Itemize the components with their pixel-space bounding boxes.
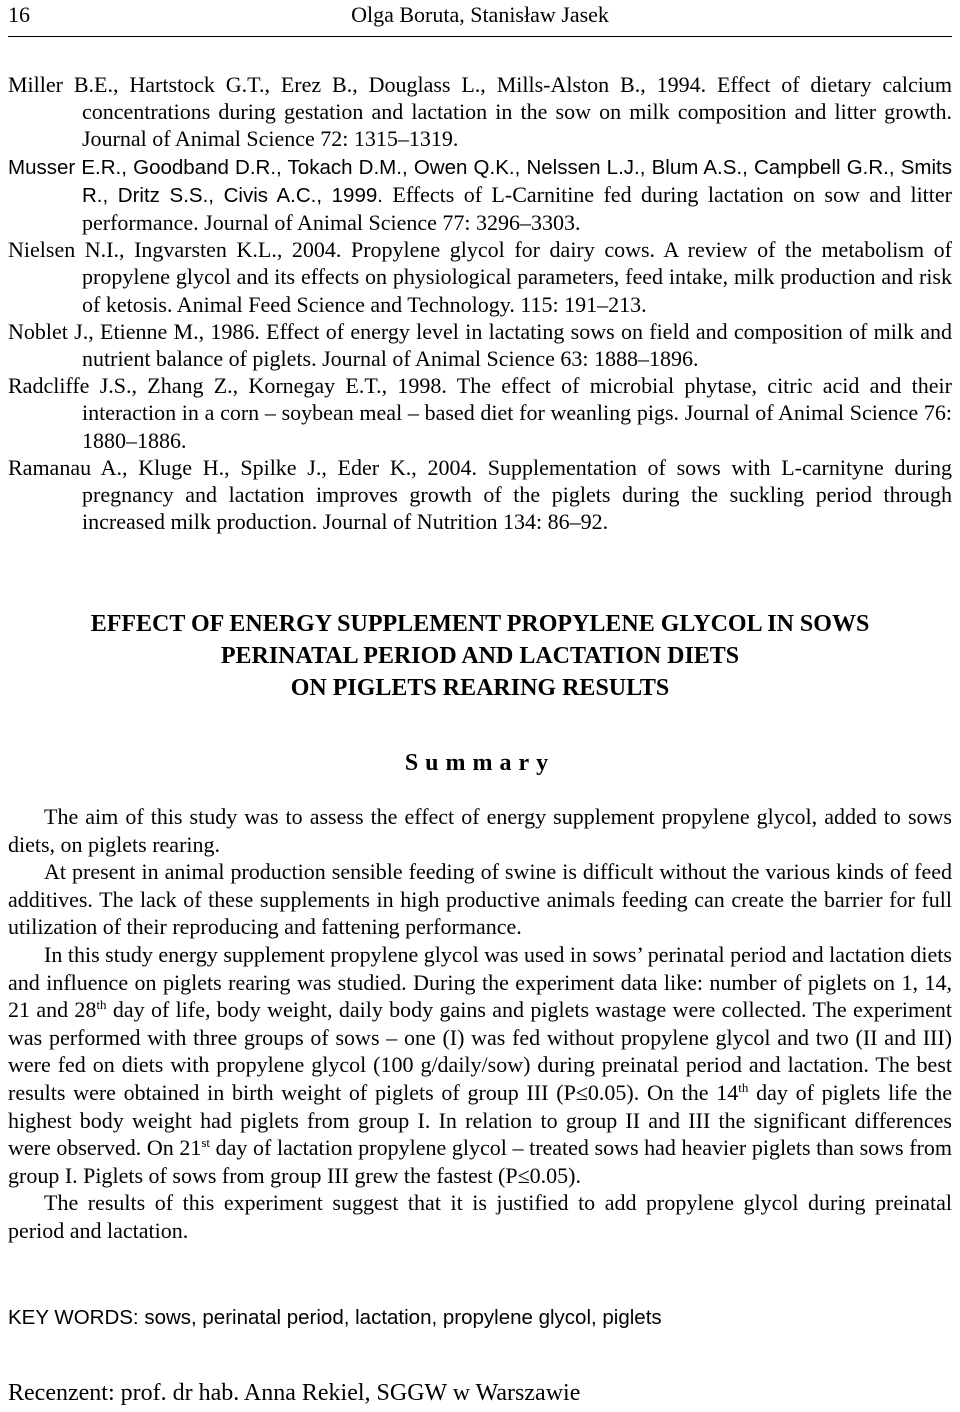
summary-text: day of lactation propylene glycol – treated sows had heavier piglets than sows from group I. Piglets of sows from group III grew the fastest (P≤0.05). (8, 1135, 952, 1188)
title-line: ON PIGLETS REARING RESULTS (290, 675, 670, 701)
page-number: 16 (8, 2, 30, 27)
summary-text: day of piglets life the highest body weight had piglets from group I. In relation to group II and III the significant differences were observed. On 21 (8, 1079, 952, 1161)
summary-text: day of life, body weight, daily body gains and piglets wastage were collected. The experiment was performed with three groups of sows – one (I) was fed without propylene glycol and two (II and III) were fed on diets with propylene glycol (100 g/daily/sow) during preinatal period and lactation. The best results were obtained in birth weight of piglets of group III (P≤0.05). On the 14 (8, 997, 952, 1105)
reference-text: Effects of L-Carnitine fed during lactation on sow and litter performance. Journal of Animal Science 77: 3296–3303. (82, 181, 952, 236)
summary-paragraph (8, 941, 952, 1189)
summary-paragraph: At present in animal production sensible feeding of swine is difficult without the various kinds of feed additives. The lack of these supplements in high productive animals feeding can create the barrier for full utilization of their reproducing and fattening performance. (8, 859, 952, 940)
summary-paragraph: The results of this experiment suggest that it is justified to add propylene glycol during preinatal period and lactation. (8, 1190, 952, 1243)
title-line: PERINATAL PERIOD AND LACTATION DIETS (220, 643, 740, 669)
title-line: EFFECT OF ENERGY SUPPLEMENT PROPYLENE GLYCOL IN SOWS (90, 611, 870, 637)
reviewer-note: Recenzent: prof. dr hab. Anna Rekiel, SGGW w Warszawie (8, 1380, 581, 1406)
reference-item (8, 71, 952, 153)
reference-text: Miller B.E., Hartstock G.T., Erez B., Douglass L., Mills-Alston B., 1994. Effect of dietary calcium concentrations during gestation and lactation in the sow on milk composition and litter growth. Journal of Animal Science 72: 1315–1319. (8, 72, 952, 152)
article-title (8, 608, 952, 704)
ordinal-superscript: th (738, 1079, 749, 1095)
reference-item (8, 372, 952, 454)
reference-authors: Musser E.R., Goodband D.R., Tokach D.M., Owen Q.K., Nelssen L.J., Blum A.S., Campbell G.R., Smits R., Dritz S.S., Civis A.C., 1999. (8, 155, 952, 207)
reference-item (8, 318, 952, 372)
reference-item (8, 153, 952, 237)
summary-text: In this study energy supplement propylene glycol was used in sows’ perinatal period and lactation diets and influence on piglets rearing was studied. During the experiment data like: number of piglets on 1, 14, 21 and 28 (8, 941, 952, 1023)
ordinal-superscript: th (96, 997, 107, 1013)
keywords: KEY WORDS: sows, perinatal period, lactation, propylene glycol, piglets (8, 1306, 662, 1329)
reference-list (8, 71, 952, 535)
reference-text: Ramanau A., Kluge H., Spilke J., Eder K., 2004. Supplementation of sows with L-carnityne during pregnancy and lactation improves growth of the piglets during the suckling period through increased milk production. Journal of Nutrition 134: 86–92. (8, 454, 952, 535)
reference-text: Noblet J., Etienne M., 1986. Effect of energy level in lactating sows on field and composition of milk and nutrient balance of piglets. Journal of Animal Science 63: 1888–1896. (8, 318, 952, 372)
page-header (8, 0, 952, 37)
reference-text: Radcliffe J.S., Zhang Z., Kornegay E.T., 1998. The effect of microbial phytase, citric acid and their interaction in a corn – soybean meal – based diet for weanling pigs. Journal of Animal Science 76: 1880–1886. (8, 373, 952, 453)
running-title: Olga Boruta, Stanisław Jasek (351, 2, 609, 27)
reference-item (8, 236, 952, 318)
reference-item (8, 454, 952, 536)
ordinal-superscript: st (201, 1135, 211, 1151)
reference-text: Nielsen N.I., Ingvarsten K.L., 2004. Propylene glycol for dairy cows. A review of the metabolism of propylene glycol and its effects on physiological parameters, feed intake, milk production and risk of ketosis. Animal Feed Science and Technology. 115: 191–213. (8, 237, 952, 317)
summary-paragraph: The aim of this study was to assess the effect of energy supplement propylene glycol, added to sows diets, on piglets rearing. (8, 804, 952, 857)
summary-body (8, 803, 952, 1245)
summary-heading: Summary (404, 750, 556, 776)
